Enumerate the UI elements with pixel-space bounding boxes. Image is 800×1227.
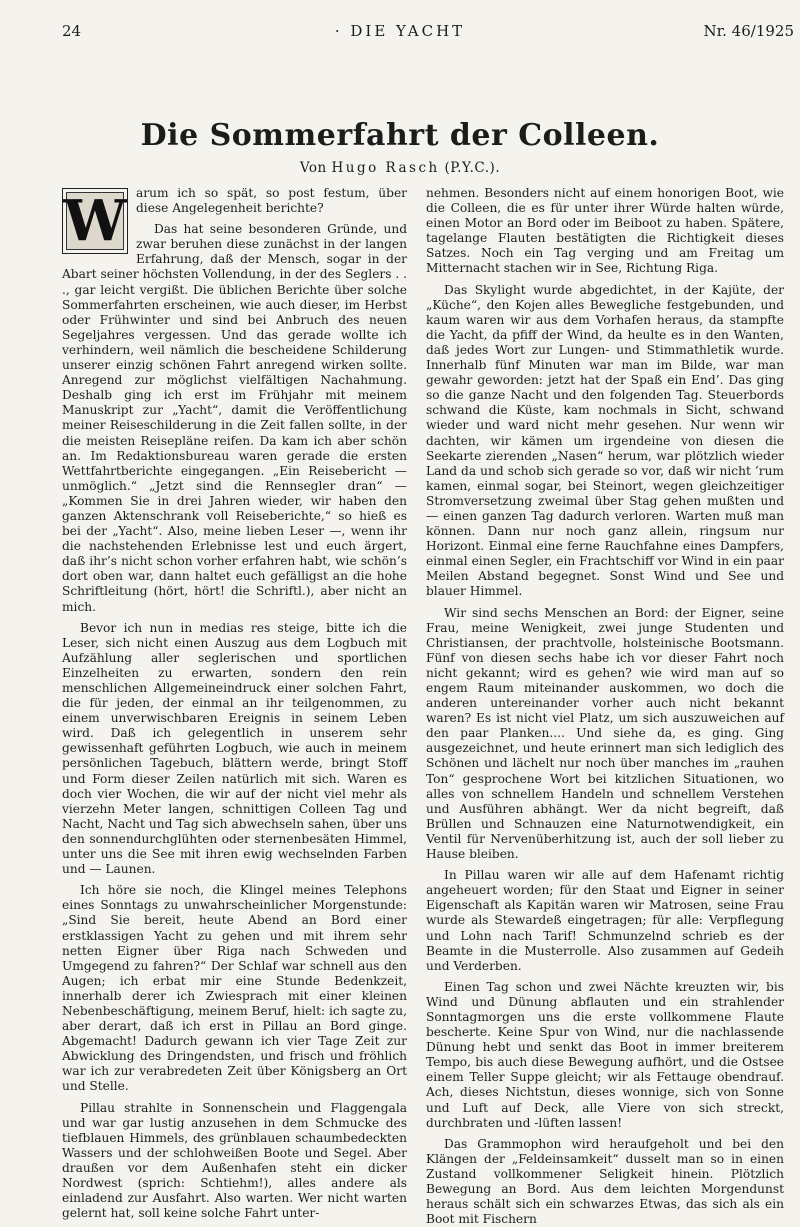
paragraph: W arum ich so spät, so post festum, über diese Angelegenheit berichte? xyxy=(63,186,407,254)
left-column xyxy=(62,186,407,1221)
paragraph: Ich höre sie noch, die Klingel meines Telephons eines Sonntags zu unwahrscheinlicher Morgenstunde: „Sind Sie bereit, heute Abend an Bord einer erstklassigen Yacht zu gehen und mit ihrem sehr netten Eigner über Riga nach Schweden und Umgegend zu fahren?“ Der Schlaf war schnell aus den Augen; ich erbat mir eine Stunde Bedenkzeit, innerhalb derer ich Zwiesprach mit einer kleinen Nebenbeschäftigung, meinem Beruf, hielt: ich sagte zu, aber derart, daß ich erst in Pillau an Bord ginge. Abgemacht! Dadurch gewann ich vier Tage Zeit zur Abwicklung des Dringendsten, und frisch und fröhlich war ich zur verabredeten Zeit über Königsberg an Ort und Stelle. xyxy=(62,883,407,1094)
paragraph: Bevor ich nun in medias res steige, bitte ich die Leser, sich nicht einen Auszug aus dem Logbuch mit Aufzählung aller seglerischen und sportlichen Einzelheiten zu erwarten, sondern den rein menschlichen Allgemeineindruck einer solchen Fahrt, die für jeden, der einmal an ihr teilgenommen, zu einem unverwischbaren Ereignis in seinem Leben wird. Daß ich gelegentlich in unserem sehr gewissenhaft geführten Logbuch, wie auch in meinem persönlichen Tagebuch, blättern werde, bringt Stoff und Form dieser Zeilen natürlich mit sich. Waren es doch vier Wochen, die wir auf der nicht viel mehr als vierzehn Meter langen, schnittigen Colleen Tag und Nacht, Nacht und Tag sich abwechseln sahen, über uns den sonnendurchglühten oder sternenbesäten Himmel, unter uns die See mit ihren ewig wechselnden Farben und — Launen. xyxy=(62,620,407,877)
magazine-name: · DIE YACHT xyxy=(334,22,466,40)
paragraph: Das hat seine besonderen Gründe, und zwar beruhen diese zunächst in der langen Erfahrung, daß der Mensch, sogar in der Abart seiner höchsten Vollendung, in der des Seglers . . ., gar leicht vergißt. Die üblichen Berichte über solche Sommerfahrten erscheinen, wie auch dieser, im Herbst oder Frühwinter und sind bei Anbruch des neuen Segeljahres vergessen. Und das gerade wollte ich verhindern, weil nämlich die bescheidene Schilderung unserer einzig schönen Fahrt anregend wirken sollte. Anregend zur möglichst vielfältigen Nachahmung. Deshalb ging ich erst im Frühjahr mit meinem Manuskript zur „Yacht“, damit die Veröffentlichung meiner Reiseschilderung in die Zeit fallen sollte, in der die meisten Reisepläne reifen. Da kam ich aber schön an. Im Redaktionsbureau waren gerade die ersten Wettfahrtberichte eingegangen. „Ein Reisebericht — unmöglich.“ „Jetzt sind die Rennsegler dran“ — „Kommen Sie in drei Jahren wieder, wir haben den ganzen Aktenschrank voll Reiseberichte,“ so hieß es bei der „Yacht“. Also, meine lieben Leser —, wenn ihr die nachstehenden Erlebnisse lest und euch ärgert, daß ihr’s nicht schon vorher erfahren habt, wie schön’s dort oben war, dann haltet euch gefälligst an die hohe Schriftleitung (hört, hört! die Schriftl.), aber nicht an mich. xyxy=(62,222,407,614)
byline-prefix: Von xyxy=(299,160,332,176)
paragraph: In Pillau waren wir alle auf dem Hafenamt richtig angeheuert worden; für den Staat und Eigner in seiner Eigenschaft als Kapitän waren wir Matrosen, seine Frau wurde als Stewardeß eingetragen; für alle: Verpflegung und Lohn nach Tarif! Schmunzelnd schrieb es der Beamte in die Musterrolle. Also zusammen auf Gedeih und Verderben. xyxy=(426,868,784,973)
paragraph: Das Grammophon wird heraufgeholt und bei den Klängen der „Feldeinsamkeit“ dusselt man so in einen Zustand vollkommener Seligkeit hinein. Plötzlich Bewegung an Bord. Aus dem leichten Morgendunst heraus schält sich ein schwarzes Etwas, das sich als ein Boot mit Fischern xyxy=(426,1136,784,1227)
right-column xyxy=(426,186,784,1227)
paragraph: nehmen. Besonders nicht auf einem honorigen Boot, wie die Colleen, die es für unter ihrer Würde halten würde, einen Motor an Bord oder im Beiboot zu haben. Spätere, tagelange Flauten bestätigten die Richtigkeit dieses Satzes. Noch ein Tag verging und am Freitag um Mitternacht stachen wir in See, Richtung Riga. xyxy=(426,186,784,276)
byline xyxy=(0,160,800,176)
issue-number: Nr. 46/1925 xyxy=(703,22,794,40)
paragraph: Pillau strahlte in Sonnenschein und Flaggengala und war gar lustig anzusehen in dem Schmucke des tiefblauen Himmels, des grünblauen schaumbedeckten Wassers und der schlohweißen Boote und Segel. Aber draußen vor dem Außenhafen steht ein dicker Nordwest (sprich: Schtiehm!), alles andere als einladend zur Ausfahrt. Also warten. Wer nicht warten gelernt hat, soll keine solche Fahrt unter- xyxy=(62,1100,407,1221)
author-name: Hugo Rasch xyxy=(331,160,440,176)
paragraph: Das Skylight wurde abgedichtet, in der Kajüte, der „Küche“, den Kojen alles Bewegliche festgebunden, und kaum waren wir aus dem Vorhafen heraus, da stampfte die Yacht, da pfiff der Wind, da heulte es in den Wanten, daß jedes Wort zur Lungen- und Stimmathletik wurde. Innerhalb fünf Minuten war man im Bilde, war man gewahr geworden: jetzt hat der Spaß ein End’. Das ging so die ganze Nacht und den folgenden Tag. Steuerbords schwand die Küste, kam nochmals in Sicht, schwand wieder und ward nicht mehr gesehen. Nur wenn wir dachten, wir kämen um irgendeine von diesen die Seekarte zierenden „Nasen“ herum, war plötzlich wieder Land da und schob sich gerade so vor, daß wir nicht ’rum kamen, einmal sogar, bei Steinort, wegen gleichzeitiger Stromversetzung zweimal über Stag gehen mußten und — einen ganzen Tag dadurch verloren. Warten muß man können. Dann nur noch ganz allein, ringsum nur Horizont. Einmal eine ferne Rauchfahne eines Dampfers, einmal einen Segler, ein Frachtschiff vor Wind in ein paar Meilen Abstand begegnet. Sonst Wind und See und blauer Himmel. xyxy=(426,282,784,599)
paragraph: Einen Tag schon und zwei Nächte kreuzten wir, bis Wind und Dünung abflauten und ein strahlender Sonntagmorgen uns die erste vollkommene Flaute bescherte. Keine Spur von Wind, nur die nachlassende Dünung hebt und senkt das Boot in immer breiterem Tempo, bis auch diese Bewegung aufhört, und die Ostsee einem Teller Suppe gleicht; wir als Fettauge obendrauf. Ach, dieses Nichtstun, dieses wonnige, sich von Sonne und Luft auf Deck, alle Viere von sich streckt, durchbraten und -lüften lassen! xyxy=(426,979,784,1130)
page-number: 24 xyxy=(62,22,82,40)
article-title: Die Sommerfahrt der Colleen. xyxy=(140,118,660,153)
author-club: (P.Y.C.). xyxy=(439,160,501,176)
paragraph: Wir sind sechs Menschen an Bord: der Eigner, seine Frau, meine Wenigkeit, zwei junge Studenten und Christiansen, der prachtvolle, holsteinische Bootsmann. Fünf von diesen sechs habe ich vor dieser Fahrt noch nicht gekannt; wird es gehen? wie wird man auf so engem Raum miteinander auskommen, wo doch die anderen untereinander vorher auch nicht bekannt waren? Es ist nicht viel Platz, um sich auszuweichen auf den paar Planken.... Und siehe da, es ging. Ging ausgezeichnet, und heute erinnert man sich lediglich des Schönen und lächelt nur noch über manches im „rauhen Ton“ gesprochene Wort bei kitzlichen Situationen, wo alles von schnellem Handeln und schnellem Verstehen und Ausführen abhängt. Wer da nicht begreift, daß Brüllen und Schnauzen eine Naturnotwendigkeit, ein Ventil für Nervenüberhitzung ist, auch der soll lieber zu Hause bleiben. xyxy=(426,605,784,862)
dropcap-initial: W xyxy=(63,188,127,254)
